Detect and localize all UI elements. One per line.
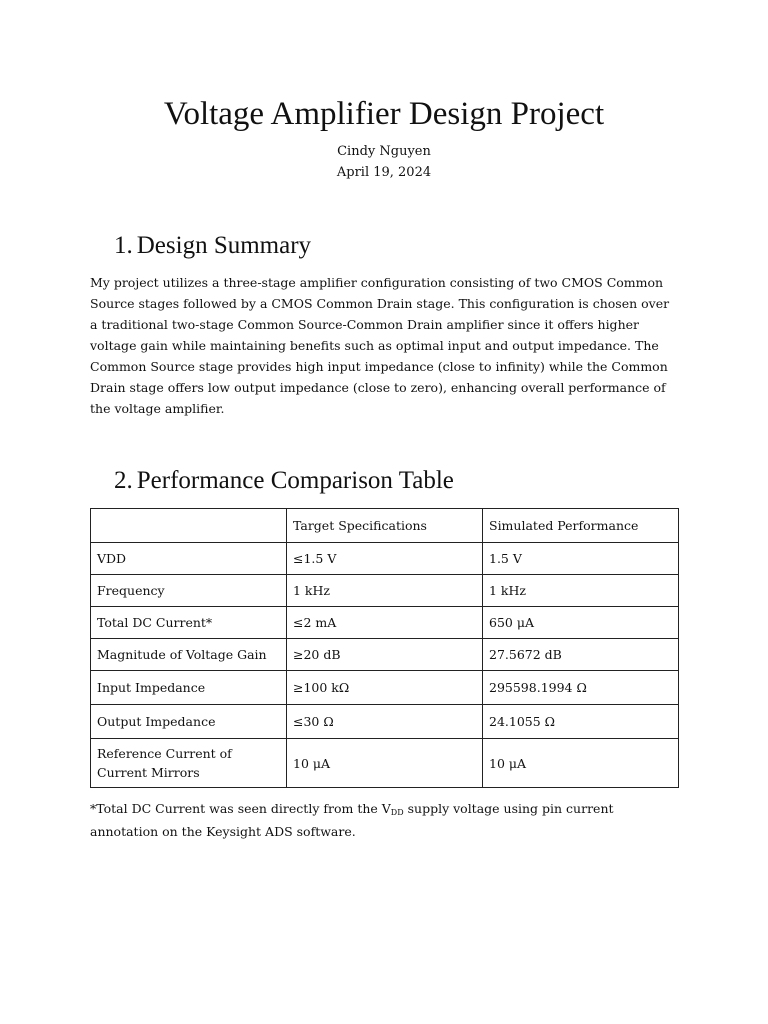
table-cell: ≤2 mA — [287, 607, 483, 639]
table-row — [91, 639, 679, 671]
table-cell: Total DC Current* — [91, 607, 287, 639]
footnote-subscript: DD — [390, 808, 404, 817]
table-cell: 1 kHz — [483, 575, 679, 607]
table-cell: Input Impedance — [91, 671, 287, 705]
table-header-cell — [91, 509, 287, 543]
footnote-text: *Total DC Current was seen directly from the V — [90, 801, 391, 816]
table-cell: ≤30 Ω — [287, 705, 483, 739]
table-cell: Output Impedance — [91, 705, 287, 739]
section-heading-performance-table — [114, 465, 454, 497]
author-name: Cindy Nguyen — [337, 144, 431, 159]
table-cell: Reference Current of Current Mirrors — [91, 739, 287, 788]
table-header-cell: Simulated Performance — [483, 509, 679, 543]
section-title: Design Summary — [136, 232, 312, 259]
table-cell: 1.5 V — [483, 543, 679, 575]
table-row — [91, 575, 679, 607]
table-cell: 27.5672 dB — [483, 639, 679, 671]
table-row — [91, 671, 679, 705]
table-cell: ≤1.5 V — [287, 543, 483, 575]
design-summary-paragraph: My project utilizes a three-stage amplifier configuration consisting of two CMOS Common Source stages followed by a CMOS Common Drain stage. This configuration is chosen over a traditional two-stage Common Source-Common Drain amplifier since it offers higher voltage gain while maintaining benefits such as optimal input and output impedance. The Common Source stage provides high input impedance (close to infinity) while the Common Drain stage offers low output impedance (close to zero), enhancing overall performance of the voltage amplifier. — [90, 275, 670, 416]
table-header-cell: Target Specifications — [287, 509, 483, 543]
section-number: 1. — [114, 232, 133, 259]
section-heading-design-summary — [114, 230, 311, 262]
table-cell: VDD — [91, 543, 287, 575]
table-cell: 24.1055 Ω — [483, 705, 679, 739]
table-row — [91, 543, 679, 575]
table-row — [91, 607, 679, 639]
table-cell: 1 kHz — [287, 575, 483, 607]
table-cell: ≥20 dB — [287, 639, 483, 671]
document-title: Voltage Amplifier Design Project — [163, 96, 605, 132]
section-title: Performance Comparison Table — [136, 467, 454, 494]
table-row — [91, 705, 679, 739]
table-footnote — [90, 798, 680, 842]
table-cell: 295598.1994 Ω — [483, 671, 679, 705]
performance-comparison-table — [90, 508, 679, 788]
table-cell: Magnitude of Voltage Gain — [91, 639, 287, 671]
table-row — [91, 739, 679, 788]
footnote-text: supply voltage using pin current annotation on the Keysight ADS software. — [90, 801, 614, 839]
table-cell: Frequency — [91, 575, 287, 607]
section-number: 2. — [114, 467, 133, 494]
table-cell: 650 μA — [483, 607, 679, 639]
table-cell: 10 μA — [287, 739, 483, 788]
document-date: April 19, 2024 — [336, 165, 432, 180]
table-header-row — [91, 509, 679, 543]
table-cell: ≥100 kΩ — [287, 671, 483, 705]
table-cell: 10 μA — [483, 739, 679, 788]
